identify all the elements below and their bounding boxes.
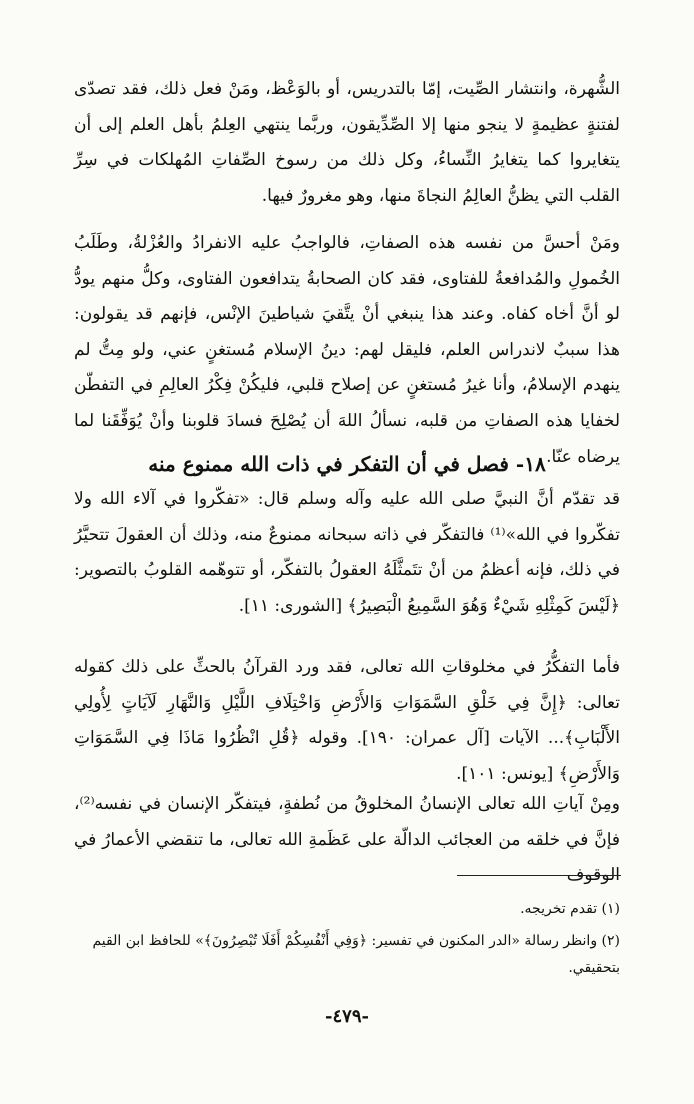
paragraph-4: فأما التفكُّرُ في مخلوقاتِ الله تعالى، فقد ورد القرآنُ بالحثِّ على ذلك كقوله تعالى: ﴿إِنَّ فِي خَلْقِ السَّمَوَاتِ وَالأَرْضِ وَاخْتِلَافِ اللَّيْلِ وَالنَّهَارِ لَآيَاتٍ لِأُولِي الأَلْبَابِ﴾... الآيات [آل عمران: ١٩٠]. وقوله ﴿قُلِ انْظُرُوا مَاذَا فِي السَّمَوَاتِ وَالأَرْضِ﴾ [يونس: ١٠١]. — [74, 657, 620, 784]
footnote-divider — [457, 875, 621, 876]
paragraph-5: ومِنْ آياتِ الله تعالى الإنسانُ المخلوقُ من نُطفةٍ، فيتفكّر الإنسان في نفسه⁽²⁾، فإنَّ في خلقه من العجائب الدالّة على عَظَمةِ الله تعالى، ما تنقضي الأعمارُ في الوقوف — [74, 794, 620, 886]
paragraph-3: قد تقدّم أنَّ النبيَّ صلى الله عليه وآله وسلم قال: «تفكّروا في آلاء الله ولا تفكّروا في الله»⁽¹⁾ فالتفكّر في ذاته سبحانه ممنوعٌ منه، وذلك أن العقولَ تتحيَّرُ في ذلك، فإنه أعظمُ من أنْ تتَمثَّلَهُ العقولُ بالتفكّر، أو تتوهّمه القلوبُ بالتصوير: ﴿لَيْسَ كَمِثْلِهِ شَيْءٌ وَهُوَ السَّمِيعُ الْبَصِيرُ﴾ [الشورى: ١١]. — [74, 489, 620, 616]
footnote-1: (١) تقدم تخريجه. — [520, 901, 620, 917]
page-number: -٤٧٩- — [325, 1006, 369, 1027]
footnote-2: (٢) وانظر رسالة «الدر المكنون في تفسير: ﴿وَفِي أَنْفُسِكُمْ أَفَلَا تُبْصِرُونَ﴾» للحافظ ابن القيم بتحقيقي. — [92, 933, 620, 976]
section-heading: ١٨- فصل في أن التفكر في ذات الله ممنوع منه — [148, 452, 546, 476]
paragraph-2: ومَنْ أحسَّ من نفسه هذه الصفاتِ، فالواجبُ عليه الانفرادُ والعُزْلةُ، وطَلَبُ الخُمولِ والمُدافعةُ للفتاوى، فقد كان الصحابةُ يتدافعون الفتاوى، وكلُّ منهم يودُّ لو أنَّ أخاه كفاه. وعند هذا ينبغي أنْ يتَّقيَ شياطينَ الإنْس، فإنهم قد يقولون: هذا سببٌ لاندراس العلم، فليقل لهم: دينُ الإسلام مُستغنٍ عني، ولو مِتُّ لم ينهدم الإسلامُ، وأنا غيرُ مُستغنٍ عن إصلاح قلبي، فليكُنْ فِكْرُ العالِمِ في التفطّن لخفايا هذه الصفاتِ من قلبه، نسألُ اللهَ أن يُصْلِحَ فسادَ قلوبنا وأنْ يُوَفِّقَنا لما يرضاه عنّا. — [74, 233, 620, 467]
paragraph-1: الشُّهرة، وانتشار الصِّيت، إمّا بالتدريس، أو بالوَعْظ، ومَنْ فعل ذلك، فقد تصدّى لفتنةٍ عظيمةٍ لا ينجو منها إلا الصِّدِّيقون، وربَّما ينتهي العِلمُ بأهل العلم إلى أن يتغايروا كما يتغايرُ النِّساءُ، وكل ذلك من رسوخ الصِّفاتِ المُهلكات في سِرِّ القلب التي يظنُّ العالِمُ النجاةَ منها، وهو مغرورٌ فيها. — [74, 79, 620, 206]
